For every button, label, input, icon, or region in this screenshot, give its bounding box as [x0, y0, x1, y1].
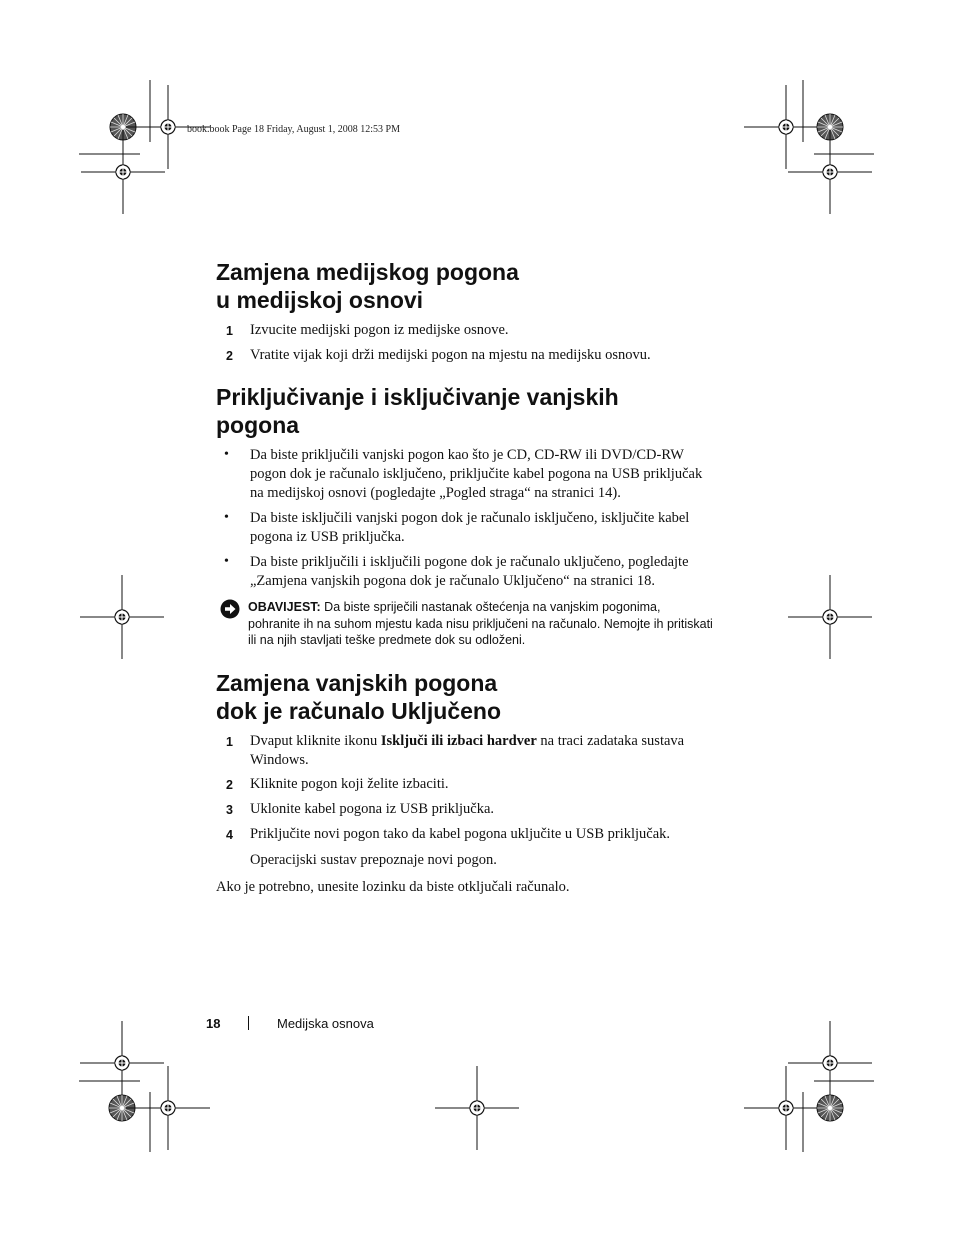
section-heading-replace-media-drive	[216, 258, 716, 314]
step-number: 1	[226, 734, 233, 749]
step-number: 1	[226, 324, 233, 338]
list-item	[216, 775, 716, 794]
list-item	[216, 346, 716, 365]
bullet-text: Da biste priključili vanjski pogon kao što je CD, CD-RW ili DVD/CD-RW pogon dok je računalo isključeno, priključite kabel pogona na USB priključak na medijskoj osnovi (pogledajte „Pogled straga“ na stranici 14).	[250, 447, 703, 501]
heading-line: u medijskoj osnovi	[216, 287, 424, 313]
step-text: Vratite vijak koji drži medijski pogon na mjestu na medijsku osnovu.	[250, 347, 651, 363]
section-heading-connect-external-drives	[216, 383, 716, 439]
notice-text: Da biste spriječili nastanak oštećenja na vanjskim pogonima, pohranite ih na suhom mjestu kada nisu priključeni na računalo. Nemojte ih pritiskati ili na njih stavljati teške predmete dok su odloženi.	[248, 600, 713, 647]
bullet-list	[216, 446, 716, 591]
step-text: Kliknite pogon koji želite izbaciti.	[250, 775, 449, 792]
step-number: 3	[226, 802, 233, 817]
step-number: 2	[226, 777, 233, 792]
steps-list	[216, 732, 716, 844]
heading-line: Priključivanje i isključivanje vanjskih	[216, 384, 619, 410]
bullet-marker: •	[224, 447, 229, 462]
step-followup-text: Operacijski sustav prepoznaje novi pogon.	[250, 851, 497, 868]
hardware-icon-name: Isključi ili izbaci hardver	[380, 732, 537, 749]
notice-label: OBAVIJEST:	[248, 600, 321, 614]
heading-line: dok je računalo Uključeno	[216, 697, 502, 724]
step-number: 4	[226, 827, 233, 842]
list-item	[216, 321, 716, 340]
list-item	[216, 553, 716, 591]
heading-line: Zamjena medijskog pogona	[216, 259, 519, 285]
bullet-text: Da biste priključili i isključili pogone dok je računalo uključeno, pogledajte „Zamjena vanjskih pogona dok je računalo Uključeno“ na stranici 18.	[250, 554, 689, 589]
list-item	[216, 446, 716, 503]
step-text: na traci zadataka sustava Windows.	[250, 732, 685, 768]
notice-box	[216, 599, 716, 649]
bullet-marker: •	[224, 554, 229, 569]
steps-list	[216, 321, 716, 365]
heading-line: Zamjena vanjskih pogona	[216, 669, 498, 696]
heading-line: pogona	[216, 412, 300, 438]
page-number: 18	[206, 1016, 221, 1031]
step-text: Uklonite kabel pogona iz USB priključka.	[250, 800, 495, 817]
step-text: Izvucite medijski pogon iz medijske osnove.	[250, 322, 509, 338]
list-item	[216, 800, 716, 819]
list-item	[216, 509, 716, 547]
step-text: Priključite novi pogon tako da kabel pogona uključite u USB priključak.	[250, 825, 671, 842]
section-heading-hot-swap-drives	[216, 669, 716, 725]
bullet-marker: •	[224, 510, 229, 525]
bullet-text: Da biste isključili vanjski pogon dok je računalo isključeno, isključite kabel pogona iz USB priključka.	[250, 510, 690, 545]
list-item	[216, 825, 716, 844]
footer-section-name: Medijska osnova	[277, 1016, 374, 1031]
print-file-info: book.book Page 18 Friday, August 1, 2008 12:53 PM	[187, 124, 400, 135]
footer-divider	[248, 1016, 249, 1030]
list-item	[216, 732, 716, 770]
step-number: 2	[226, 349, 233, 363]
notice-arrow-icon	[220, 599, 240, 624]
page-content	[216, 258, 716, 897]
step-text: Dvaput kliknite ikonu	[250, 732, 381, 749]
closing-paragraph: Ako je potrebno, unesite lozinku da biste otključali računalo.	[216, 878, 570, 895]
